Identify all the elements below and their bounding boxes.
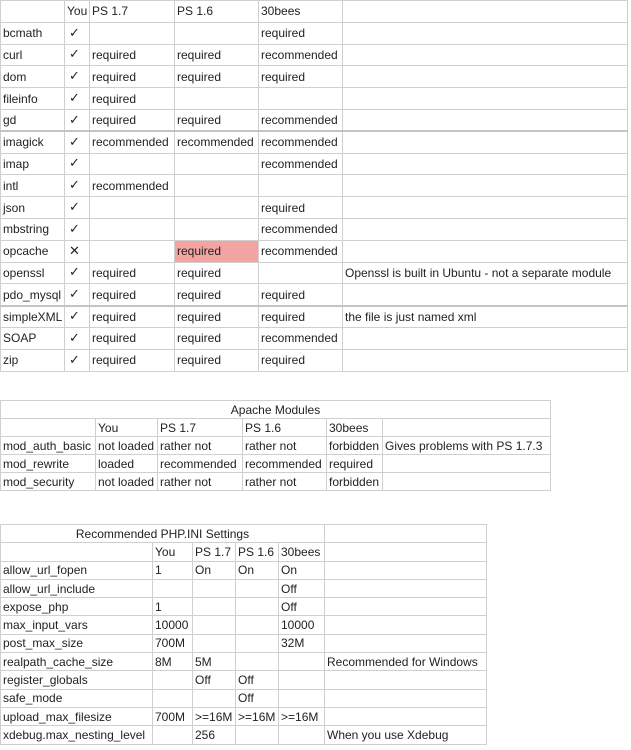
- module-name: gd: [1, 109, 65, 131]
- table-row: [1, 726, 487, 744]
- note-cell: [343, 284, 628, 306]
- note-cell: [325, 634, 487, 652]
- table-row: [1, 598, 487, 616]
- table-title: Recommended PHP.INI Settings: [1, 525, 325, 543]
- header-row: [1, 419, 551, 437]
- bees-cell: forbidden: [327, 437, 383, 455]
- ps16-cell: >=16M: [236, 707, 279, 725]
- ps16-cell: required: [175, 109, 259, 131]
- module-name: openssl: [1, 262, 65, 284]
- header-cell: [343, 1, 628, 23]
- setting-name: safe_mode: [1, 689, 153, 707]
- table-title-row: [1, 525, 487, 543]
- note-cell: [343, 327, 628, 349]
- check-icon: ✓: [65, 306, 90, 328]
- you-cell: [153, 671, 193, 689]
- ps16-cell: [236, 598, 279, 616]
- ps17-cell: required: [90, 66, 175, 88]
- header-cell: PS 1.6: [243, 419, 327, 437]
- apache-modules-table: [0, 400, 551, 491]
- note-cell: Recommended for Windows: [325, 653, 487, 671]
- module-name: zip: [1, 349, 65, 371]
- ps17-cell: recommended: [90, 131, 175, 153]
- ps16-cell: [175, 153, 259, 175]
- header-cell: [325, 543, 487, 561]
- table-row: [1, 44, 628, 66]
- table-row: [1, 153, 628, 175]
- note-cell: [343, 175, 628, 197]
- check-icon: ✓: [65, 109, 90, 131]
- ps17-cell: [90, 218, 175, 240]
- ps17-cell: required: [90, 88, 175, 110]
- ps17-cell: rather not: [158, 473, 243, 491]
- ps16-cell: [236, 579, 279, 597]
- ps16-cell: [236, 726, 279, 744]
- bees-cell: >=16M: [279, 707, 325, 725]
- setting-name: upload_max_filesize: [1, 707, 153, 725]
- bees-cell: [259, 175, 343, 197]
- ps16-cell: rather not: [243, 473, 327, 491]
- ps16-cell: [175, 197, 259, 219]
- you-cell: [153, 726, 193, 744]
- ps17-cell: [193, 598, 236, 616]
- setting-name: xdebug.max_nesting_level: [1, 726, 153, 744]
- header-cell: PS 1.6: [236, 543, 279, 561]
- note-cell: Gives problems with PS 1.7.3: [383, 437, 551, 455]
- ps16-cell: Off: [236, 671, 279, 689]
- ps17-cell: 256: [193, 726, 236, 744]
- ps17-cell: [90, 22, 175, 44]
- ps16-cell: required: [175, 284, 259, 306]
- ps17-cell: required: [90, 327, 175, 349]
- bees-cell: recommended: [259, 131, 343, 153]
- you-cell: [153, 579, 193, 597]
- bees-cell: recommended: [259, 218, 343, 240]
- bees-cell: [279, 726, 325, 744]
- header-cell: 30bees: [279, 543, 325, 561]
- title-empty-cell: [325, 525, 487, 543]
- ps17-cell: [90, 153, 175, 175]
- module-name: intl: [1, 175, 65, 197]
- bees-cell: required: [327, 455, 383, 473]
- note-cell: [325, 598, 487, 616]
- ps16-cell: required: [175, 327, 259, 349]
- header-cell: PS 1.6: [175, 1, 259, 23]
- bees-cell: forbidden: [327, 473, 383, 491]
- ps16-cell: recommended: [175, 131, 259, 153]
- ps16-cell: On: [236, 561, 279, 579]
- ps17-cell: [193, 634, 236, 652]
- ps17-cell: rather not: [158, 437, 243, 455]
- note-cell: When you use Xdebug: [325, 726, 487, 744]
- note-cell: the file is just named xml: [343, 306, 628, 328]
- module-name: dom: [1, 66, 65, 88]
- table-row: [1, 671, 487, 689]
- note-cell: [383, 473, 551, 491]
- note-cell: [343, 240, 628, 262]
- table-row: [1, 349, 628, 371]
- you-cell: loaded: [96, 455, 158, 473]
- bees-cell: recommended: [259, 109, 343, 131]
- bees-cell: required: [259, 349, 343, 371]
- module-name: curl: [1, 44, 65, 66]
- bees-cell: required: [259, 306, 343, 328]
- bees-cell: [279, 671, 325, 689]
- note-cell: [325, 579, 487, 597]
- note-cell: [325, 707, 487, 725]
- module-name: bcmath: [1, 22, 65, 44]
- ps17-cell: [193, 689, 236, 707]
- bees-cell: recommended: [259, 153, 343, 175]
- module-name: mbstring: [1, 218, 65, 240]
- ps16-cell: [236, 634, 279, 652]
- you-cell: 1: [153, 598, 193, 616]
- setting-name: allow_url_fopen: [1, 561, 153, 579]
- ps16-cell: [175, 88, 259, 110]
- ps16-cell-highlighted: required: [175, 240, 259, 262]
- ps17-cell: required: [90, 44, 175, 66]
- ps16-cell: [236, 653, 279, 671]
- table-row: [1, 240, 628, 262]
- table-row: [1, 634, 487, 652]
- bees-cell: recommended: [259, 44, 343, 66]
- bees-cell: 32M: [279, 634, 325, 652]
- ps16-cell: [236, 616, 279, 634]
- you-cell: 700M: [153, 634, 193, 652]
- table-row: [1, 616, 487, 634]
- you-cell: not loaded: [96, 437, 158, 455]
- bees-cell: required: [259, 66, 343, 88]
- table-row: [1, 197, 628, 219]
- ps16-cell: rather not: [243, 437, 327, 455]
- bees-cell: recommended: [259, 327, 343, 349]
- module-name: mod_security: [1, 473, 96, 491]
- table-row: [1, 22, 628, 44]
- ps16-cell: [175, 22, 259, 44]
- cross-icon: ✕: [65, 240, 90, 262]
- table-row: [1, 689, 487, 707]
- module-name: mod_auth_basic: [1, 437, 96, 455]
- table-row: [1, 262, 628, 284]
- ps17-cell: recommended: [158, 455, 243, 473]
- bees-cell: required: [259, 22, 343, 44]
- note-cell: [343, 197, 628, 219]
- table-row: [1, 284, 628, 306]
- you-cell: 8M: [153, 653, 193, 671]
- setting-name: max_input_vars: [1, 616, 153, 634]
- you-cell: 700M: [153, 707, 193, 725]
- module-name: opcache: [1, 240, 65, 262]
- check-icon: ✓: [65, 44, 90, 66]
- table-row: [1, 175, 628, 197]
- table-row: [1, 109, 628, 131]
- setting-name: allow_url_include: [1, 579, 153, 597]
- ps17-cell: required: [90, 284, 175, 306]
- check-icon: ✓: [65, 153, 90, 175]
- note-cell: [325, 689, 487, 707]
- bees-cell: Off: [279, 598, 325, 616]
- note-cell: [343, 22, 628, 44]
- you-cell: not loaded: [96, 473, 158, 491]
- table-row: [1, 653, 487, 671]
- ps17-cell: required: [90, 262, 175, 284]
- ps17-cell: required: [90, 306, 175, 328]
- header-cell: You: [96, 419, 158, 437]
- bees-cell: required: [259, 284, 343, 306]
- note-cell: [343, 44, 628, 66]
- phpini-settings-table: [0, 524, 487, 745]
- ps17-cell: [90, 197, 175, 219]
- ps16-cell: required: [175, 349, 259, 371]
- table-title-row: [1, 401, 551, 419]
- note-cell: [383, 455, 551, 473]
- check-icon: ✓: [65, 88, 90, 110]
- table-row: [1, 327, 628, 349]
- check-icon: ✓: [65, 327, 90, 349]
- note-cell: [343, 109, 628, 131]
- header-cell: 30bees: [259, 1, 343, 23]
- setting-name: post_max_size: [1, 634, 153, 652]
- you-cell: 1: [153, 561, 193, 579]
- ps17-cell: >=16M: [193, 707, 236, 725]
- header-cell: [1, 419, 96, 437]
- check-icon: ✓: [65, 284, 90, 306]
- you-cell: [153, 689, 193, 707]
- ps17-cell: [193, 579, 236, 597]
- bees-cell: required: [259, 197, 343, 219]
- table-row: [1, 579, 487, 597]
- ps17-cell: Off: [193, 671, 236, 689]
- ps16-cell: Off: [236, 689, 279, 707]
- check-icon: ✓: [65, 197, 90, 219]
- ps16-cell: required: [175, 306, 259, 328]
- ps17-cell: 5M: [193, 653, 236, 671]
- header-cell: You: [153, 543, 193, 561]
- note-cell: [343, 88, 628, 110]
- module-name: mod_rewrite: [1, 455, 96, 473]
- note-cell: [325, 561, 487, 579]
- header-cell: [1, 1, 65, 23]
- ps17-cell: recommended: [90, 175, 175, 197]
- header-cell: PS 1.7: [90, 1, 175, 23]
- ps17-cell: [90, 240, 175, 262]
- ps16-cell: [175, 218, 259, 240]
- ps16-cell: [175, 175, 259, 197]
- bees-cell: [259, 262, 343, 284]
- table-row: [1, 437, 551, 455]
- note-cell: [325, 616, 487, 634]
- check-icon: ✓: [65, 218, 90, 240]
- bees-cell: 10000: [279, 616, 325, 634]
- ps16-cell: required: [175, 262, 259, 284]
- note-cell: [343, 349, 628, 371]
- bees-cell: [259, 88, 343, 110]
- setting-name: expose_php: [1, 598, 153, 616]
- note-cell: [343, 218, 628, 240]
- table-row: [1, 88, 628, 110]
- header-cell: 30bees: [327, 419, 383, 437]
- module-name: fileinfo: [1, 88, 65, 110]
- ps16-cell: required: [175, 66, 259, 88]
- table-row: [1, 66, 628, 88]
- note-cell: [325, 671, 487, 689]
- header-row: [1, 543, 487, 561]
- ps16-cell: recommended: [243, 455, 327, 473]
- ps17-cell: [193, 616, 236, 634]
- setting-name: register_globals: [1, 671, 153, 689]
- bees-cell: Off: [279, 579, 325, 597]
- module-name: simpleXML: [1, 306, 65, 328]
- ps16-cell: required: [175, 44, 259, 66]
- table-row: [1, 131, 628, 153]
- table-row: [1, 455, 551, 473]
- table-title: Apache Modules: [1, 401, 551, 419]
- header-cell: [1, 543, 153, 561]
- header-cell: [383, 419, 551, 437]
- table-row: [1, 561, 487, 579]
- module-name: pdo_mysql: [1, 284, 65, 306]
- php-modules-table: [0, 0, 628, 372]
- header-row: [1, 1, 628, 23]
- note-cell: [343, 66, 628, 88]
- module-name: SOAP: [1, 327, 65, 349]
- note-cell: [343, 131, 628, 153]
- table-row: [1, 306, 628, 328]
- ps17-cell: required: [90, 349, 175, 371]
- setting-name: realpath_cache_size: [1, 653, 153, 671]
- check-icon: ✓: [65, 175, 90, 197]
- module-name: imagick: [1, 131, 65, 153]
- header-cell: You: [65, 1, 90, 23]
- ps17-cell: required: [90, 109, 175, 131]
- bees-cell: recommended: [259, 240, 343, 262]
- note-cell: [343, 153, 628, 175]
- check-icon: ✓: [65, 262, 90, 284]
- header-cell: PS 1.7: [193, 543, 236, 561]
- bees-cell: [279, 653, 325, 671]
- check-icon: ✓: [65, 66, 90, 88]
- bees-cell: On: [279, 561, 325, 579]
- check-icon: ✓: [65, 349, 90, 371]
- ps17-cell: On: [193, 561, 236, 579]
- module-name: imap: [1, 153, 65, 175]
- table-row: [1, 473, 551, 491]
- bees-cell: [279, 689, 325, 707]
- table-row: [1, 707, 487, 725]
- check-icon: ✓: [65, 131, 90, 153]
- module-name: json: [1, 197, 65, 219]
- header-cell: PS 1.7: [158, 419, 243, 437]
- table-row: [1, 218, 628, 240]
- check-icon: ✓: [65, 22, 90, 44]
- you-cell: 10000: [153, 616, 193, 634]
- note-cell: Openssl is built in Ubuntu - not a separate module: [343, 262, 628, 284]
